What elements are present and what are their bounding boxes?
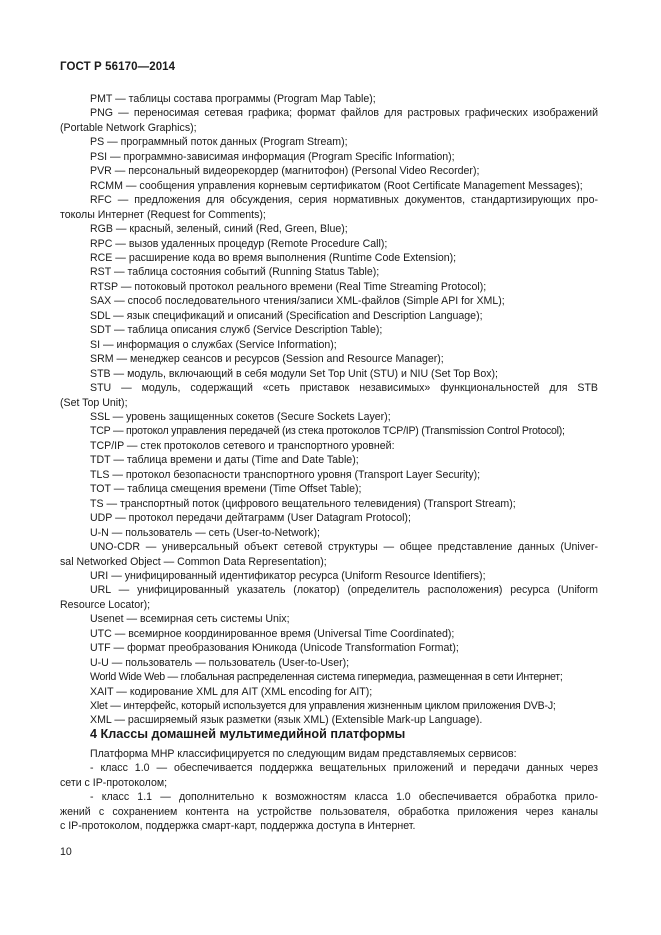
list-item: SI — информация о службах (Service Information);: [90, 338, 337, 351]
list-item: RTSP — потоковый протокол реального времени (Real Time Streaming Protocol);: [90, 280, 487, 293]
section-heading: 4 Классы домашней мультимедийной платформы: [90, 727, 406, 741]
bullet-item-continuation: жений с сохранением контента на устройстве пользователя, обработка приложения через каналы: [60, 805, 598, 818]
list-item: PVR — персональный видеорекордер (магнитофон) (Personal Video Recorder);: [90, 165, 480, 178]
list-item-continuation: (Portable Network Graphics);: [60, 121, 197, 134]
list-item-continuation: sal Networked Object — Common Data Representation);: [60, 555, 327, 568]
list-item: PNG — переносимая сетевая графика; формат файлов для растровых графических изображений: [90, 107, 598, 120]
list-item: U-U — пользователь — пользователь (User-to-User);: [90, 656, 350, 669]
bullet-item-continuation: с IP-протоколом, поддержка смарт-карт, поддержка доступа в Интернет.: [60, 820, 416, 833]
list-item: UTC — всемирное координированное время (Universal Time Coordinated);: [90, 627, 455, 640]
list-item-continuation: (Set Top Unit);: [60, 396, 128, 409]
list-item: World Wide Web — глобальная распределенная система гипермедиа, размещенная в сети Интернет;: [90, 671, 563, 684]
list-item: RCE — расширение кода во время выполнения (Runtime Code Extension);: [90, 251, 457, 264]
list-item: TCP — протокол управления передачей (из стека протоколов TCP/IP) (Transmission Control Protocol);: [90, 425, 565, 438]
list-item: SAX — способ последовательного чтения/записи XML-файлов (Simple API for XML);: [90, 295, 505, 308]
list-item: SDT — таблица описания служб (Service Description Table);: [90, 324, 383, 337]
list-item: PSI — программно-зависимая информация (Program Specific Information);: [90, 150, 455, 163]
list-item: RFC — предложения для обсуждения, серия нормативных документов, стандартизирующих про-: [90, 194, 598, 207]
list-item-continuation: токолы Интернет (Request for Comments);: [60, 208, 266, 221]
bullet-item-continuation: сети с IP-протоколом;: [60, 776, 168, 789]
list-item: TCP/IP — стек протоколов сетевого и транспортного уровней:: [90, 439, 395, 452]
bullet-item: - класс 1.0 — обеспечивается поддержка вещательных приложений и передачи данных через: [90, 762, 598, 775]
list-item: RCMM — сообщения управления корневым сертификатом (Root Certificate Management Messages);: [90, 179, 583, 192]
abbreviations-list: [60, 92, 598, 728]
list-item: SSL — уровень защищенных сокетов (Secure Sockets Layer);: [90, 410, 391, 423]
list-item: URL — унифицированный указатель (локатор) (определитель расположения) ресурса (Uniform: [90, 584, 598, 597]
list-item: UNO-CDR — универсальный объект сетевой структуры — общее представление данных (Univer-: [90, 541, 598, 554]
list-item: RGB — красный, зеленый, синий (Red, Green, Blue);: [90, 223, 348, 236]
list-item: UDP — протокол передачи дейтаграмм (User Datagram Protocol);: [90, 512, 411, 525]
list-item: TOT — таблица смещения времени (Time Offset Table);: [90, 483, 362, 496]
list-item: Xlet — интерфейс, который используется для управления жизненным циклом приложения DVB-J;: [90, 700, 556, 713]
list-item: SDL — язык спецификаций и описаний (Specification and Description Language);: [90, 309, 483, 322]
list-item: URI — унифицированный идентификатор ресурса (Uniform Resource Identifiers);: [90, 569, 486, 582]
list-item: TLS — протокол безопасности транспортного уровня (Transport Layer Security);: [90, 468, 481, 481]
list-item: TS — транспортный поток (цифрового вещательного телевидения) (Transport Stream);: [90, 497, 516, 510]
list-item: UTF — формат преобразования Юникода (Unicode Transformation Format);: [90, 642, 459, 655]
list-item: PS — программный поток данных (Program Stream);: [90, 136, 348, 149]
document-header: ГОСТ Р 56170—2014: [60, 61, 176, 73]
list-item: U-N — пользователь — сеть (User-to-Network);: [90, 526, 320, 539]
list-item: PMT — таблицы состава программы (Program Map Table);: [90, 93, 376, 105]
bullet-item: - класс 1.1 — дополнительно к возможностям класса 1.0 обеспечивается обработка прило-: [90, 791, 598, 804]
section-body: [60, 747, 598, 834]
list-item: RPC — вызов удаленных процедур (Remote Procedure Call);: [90, 237, 388, 250]
list-item-continuation: Resource Locator);: [60, 598, 151, 611]
list-item: STU — модуль, содержащий «сеть приставок независимых» функциональностей для STB: [90, 382, 598, 395]
page-number: 10: [60, 846, 72, 858]
list-item: XAIT — кодирование XML для AIT (XML encoding for AIT);: [90, 685, 373, 698]
list-item: SRM — менеджер сеансов и ресурсов (Session and Resource Manager);: [90, 353, 444, 366]
list-item: TDT — таблица времени и даты (Time and Date Table);: [90, 454, 359, 467]
list-item: RST — таблица состояния событий (Running Status Table);: [90, 266, 380, 279]
list-item: Usenet — всемирная сеть системы Unix;: [90, 613, 290, 626]
list-item: XML — расширяемый язык разметки (язык XML) (Extensible Mark-up Language).: [90, 714, 483, 727]
paragraph: Платформа МНР классифицируется по следующим видам представляемых сервисов:: [90, 748, 517, 760]
list-item: STB — модуль, включающий в себя модули Set Top Unit (STU) и NIU (Set Top Box);: [90, 367, 498, 380]
